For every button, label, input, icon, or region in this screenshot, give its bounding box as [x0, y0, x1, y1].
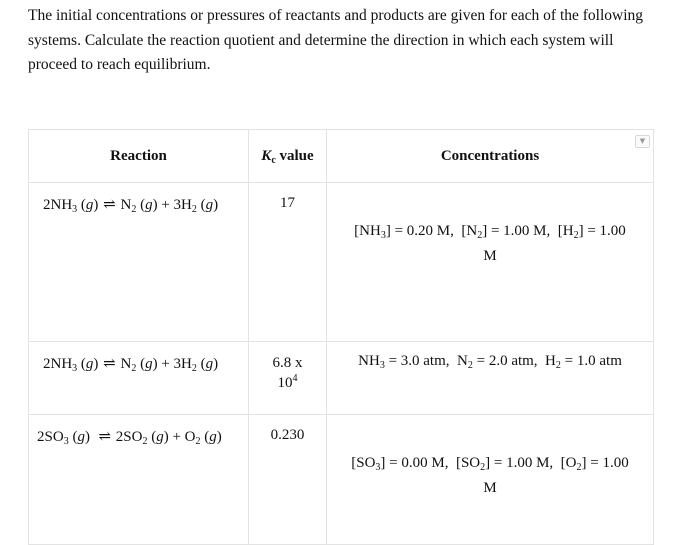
intro-paragraph: The initial concentrations or pressures of reactants and products are given for each of the following systems. Calculate the reaction quotient and determine the direction in which each system will proceed to reach equilibrium. [28, 7, 644, 73]
equilibrium-arrow-icon: ⇌ [103, 356, 116, 372]
concentrations-cell [327, 183, 654, 342]
k-subscript: c [271, 154, 276, 166]
concentrations-unit: M [483, 248, 497, 264]
k-value-cell [249, 183, 327, 342]
reaction-cell [29, 415, 249, 545]
header-concentrations [327, 130, 654, 183]
column-dropdown-icon[interactable]: ▼ [635, 135, 650, 148]
concentrations-cell [327, 342, 654, 415]
k-value-cell [249, 415, 327, 545]
k-symbol: K [261, 147, 272, 164]
table-row [29, 183, 654, 342]
k-value-base: 10 [277, 375, 293, 391]
k-value-exponent: 4 [292, 373, 298, 384]
concentrations-text: $[NH_3] = 0.20$ M, $[N_2] = 1.00$ M, $[H_2] = 1.00$ M [354, 223, 626, 264]
concentrations-cell [327, 415, 654, 545]
table-header-row [29, 130, 654, 183]
k-value: 0.230 [270, 427, 305, 443]
concentrations-unit: M [483, 480, 497, 496]
header-concentrations-label: Concentrations [440, 147, 540, 164]
concentrations-text: $[SO_3] = 0.00$ M, $[SO_2] = 1.00$ M, $[O_2] = 1.00$ M [351, 455, 629, 496]
k-value: 17 [280, 195, 295, 211]
reaction-cell [29, 342, 249, 415]
reaction-equation: $2NH_3$ (g) ⇌ $N_2$ $(g) + 3H_2$ (g) [43, 356, 219, 374]
reaction-equation: $2SO_3$ (g) ⇌ $2SO_2$ $(g) + O_2$ (g) [37, 429, 222, 447]
k-value-mantissa: 6.8 x [272, 355, 303, 371]
table-row [29, 342, 654, 415]
concentrations-text: $NH_3 = 3.0$ atm, $N_2 = 2.0$ atm, $H_2 = 1.0$ atm [358, 353, 622, 371]
reaction-equation: $2NH_3$ (g) ⇌ $N_2$ $(g) + 3H_2$ (g) [43, 197, 219, 215]
k-value [249, 342, 326, 393]
reactions-table [28, 129, 654, 545]
k-value-label: value [275, 147, 314, 164]
equilibrium-arrow-icon: ⇌ [103, 197, 116, 213]
header-k-value [249, 130, 327, 183]
reaction-cell [29, 183, 249, 342]
table-row [29, 415, 654, 545]
k-value-cell [249, 342, 327, 415]
header-reaction: Reaction [29, 130, 249, 183]
equilibrium-arrow-icon: ⇌ [98, 429, 112, 445]
